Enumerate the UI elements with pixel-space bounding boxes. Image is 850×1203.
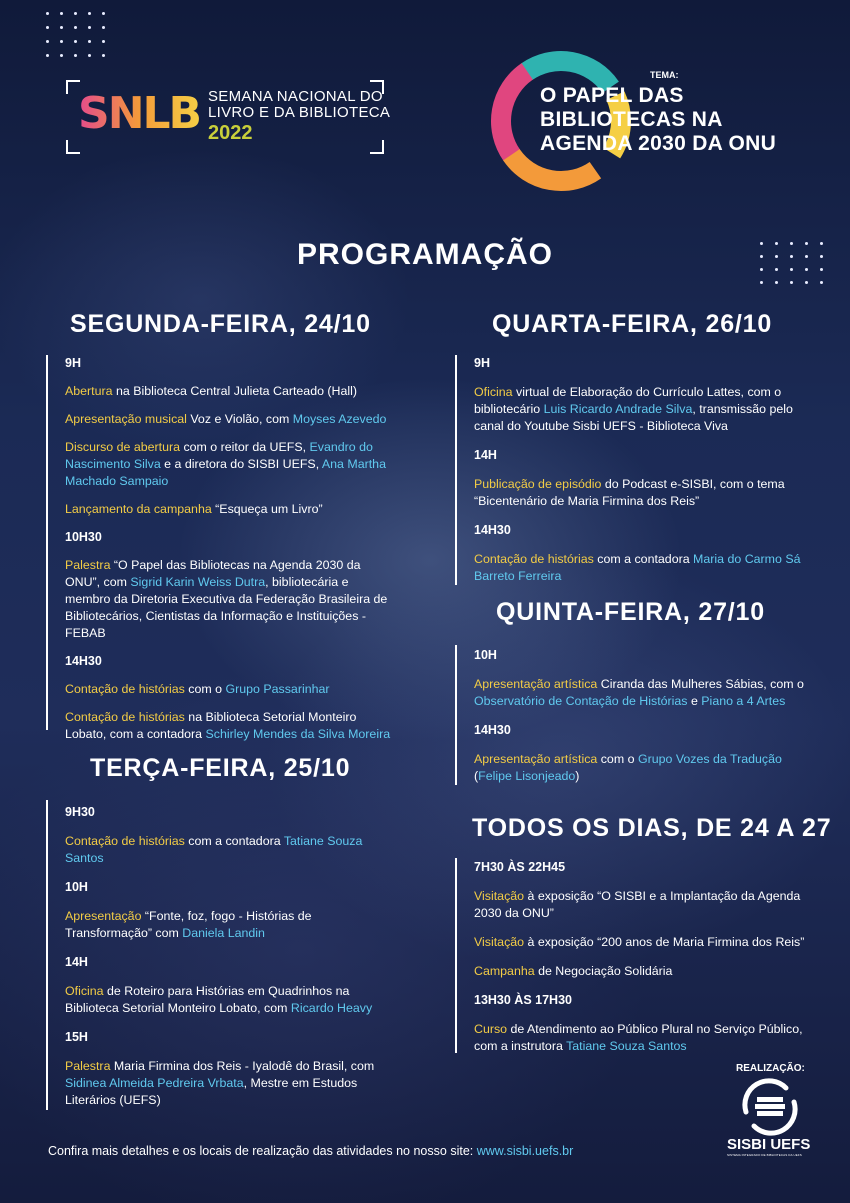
day-heading-terca: TERÇA-FEIRA, 25/10: [90, 754, 351, 782]
schedule-item: Discurso de abertura com o reitor da UEFS, Evandro do Nascimento Silva e a diretora do SISBI UEFS, Ana Martha Machado Sampaio: [65, 440, 386, 488]
sisbi-logo-subtitle: SISTEMA INTEGRADO DE BIBLIOTECAS DA UEFS: [727, 1153, 802, 1157]
time-label: 14H30: [65, 654, 102, 668]
schedule-item: Apresentação artística com o Grupo Vozes da Tradução (Felipe Lisonjeado): [474, 752, 782, 783]
timeline-line-quarta: [455, 355, 457, 585]
schedule-item: Abertura na Biblioteca Central Julieta Carteado (Hall): [65, 384, 358, 398]
site-link[interactable]: www.sisbi.uefs.br: [476, 1144, 574, 1158]
timeline-line-terca: [46, 800, 48, 1110]
schedule-quarta: [474, 355, 806, 585]
decorative-dots-top-left: [46, 12, 105, 57]
schedule-item: Publicação de episódio do Podcast e-SISBI, com o tema “Bicentenário de Maria Firmina dos Reis”: [474, 477, 785, 508]
schedule-item: Lançamento da campanha “Esqueça um Livro”: [65, 502, 323, 516]
schedule-item: Apresentação “Fonte, foz, fogo - Histórias de Transformação” com Daniela Landin: [65, 909, 312, 940]
timeline-line-segunda: [46, 355, 48, 730]
time-label: 14H: [65, 955, 88, 969]
sisbi-logo-text: SISBI UEFS: [727, 1136, 811, 1153]
time-label: 10H: [65, 880, 88, 894]
sisbi-logo-icon: [740, 1078, 800, 1136]
schedule-segunda: [65, 355, 397, 743]
schedule-item: Visitação à exposição “O SISBI e a Implantação da Agenda 2030 da ONU”: [474, 889, 801, 920]
time-label: 13H30 ÀS 17H30: [474, 993, 572, 1007]
time-label: 10H30: [65, 530, 102, 544]
timeline-line-todos: [455, 858, 457, 1053]
time-label: 9H: [65, 356, 81, 370]
schedule-item: Curso de Atendimento ao Público Plural no Serviço Público, com a instrutora Tatiane Souza Santos: [474, 1022, 803, 1053]
schedule-item: Contação de histórias na Biblioteca Setorial Monteiro Lobato, com a contadora Schirley Mendes da Silva Moreira: [65, 710, 391, 741]
schedule-item: Oficina de Roteiro para Histórias em Quadrinhos na Biblioteca Setorial Monteiro Lobato, com Ricardo Heavy: [65, 984, 373, 1015]
schedule-terca: [65, 804, 397, 1109]
time-label: 7H30 ÀS 22H45: [474, 860, 566, 874]
day-heading-segunda: SEGUNDA-FEIRA, 24/10: [70, 310, 371, 338]
tema-label: TEMA:: [650, 70, 679, 80]
schedule-item: Contação de histórias com a contadora Maria do Carmo Sá Barreto Ferreira: [474, 552, 801, 583]
time-label: 9H30: [65, 805, 95, 819]
time-label: 9H: [474, 356, 490, 370]
schedule-item: Campanha de Negociação Solidária: [474, 964, 673, 978]
schedule-item: Palestra “O Papel das Bibliotecas na Agenda 2030 da ONU”, com Sigrid Karin Weiss Dutra, bibliotecária e membro da Diretoria Executiva da Federação Brasileira de Bibliotecários, Cientistas da Informação e Instituições - FEBAB: [65, 558, 388, 640]
day-heading-quinta: QUINTA-FEIRA, 27/10: [496, 598, 765, 626]
timeline-line-quinta: [455, 645, 457, 785]
snlb-logo-text: SNLB: [78, 88, 201, 139]
schedule-item: Contação de histórias com o Grupo Passarinhar: [65, 682, 330, 696]
schedule-todos: [474, 859, 806, 1055]
schedule-item: Visitação à exposição “200 anos de Maria Firmina dos Reis”: [474, 935, 805, 949]
time-label: 14H30: [474, 723, 511, 737]
page-title: PROGRAMAÇÃO: [297, 238, 553, 271]
day-heading-quarta: QUARTA-FEIRA, 26/10: [492, 310, 773, 338]
snlb-year: 2022: [208, 122, 253, 144]
tema-title: O PAPEL DAS BIBLIOTECAS NA AGENDA 2030 DA ONU: [540, 84, 777, 155]
time-label: 10H: [474, 648, 497, 662]
schedule-item: Palestra Maria Firmina dos Reis - Iyalodê do Brasil, com Sidinea Almeida Pedreira Vrbata, Mestre em Estudos Literários (UEFS): [65, 1059, 375, 1107]
schedule-item: Oficina virtual de Elaboração do Currículo Lattes, com o bibliotecário Luis Ricardo Andrade Silva, transmissão pelo canal do Youtube Sisbi UEFS - Biblioteca Viva: [474, 385, 793, 433]
schedule-item: Apresentação musical Voz e Violão, com Moyses Azevedo: [65, 412, 387, 426]
schedule-item: Apresentação artística Ciranda das Mulheres Sábias, com o Observatório de Contação de Histórias e Piano a 4 Artes: [474, 677, 804, 708]
day-heading-todos: TODOS OS DIAS, DE 24 A 27: [472, 814, 832, 842]
schedule-item: Contação de histórias com a contadora Tatiane Souza Santos: [65, 834, 363, 865]
schedule-quinta: [474, 647, 806, 785]
footer-note: Confira mais detalhes e os locais de realização das atividades no nosso site: www.sisbi.uefs.br: [48, 1144, 574, 1158]
time-label: 14H30: [474, 523, 511, 537]
time-label: 15H: [65, 1030, 88, 1044]
time-label: 14H: [474, 448, 497, 462]
snlb-subtitle: SEMANA NACIONAL DO LIVRO E DA BIBLIOTECA: [208, 88, 391, 121]
realizacao-label: REALIZAÇÃO:: [736, 1063, 805, 1074]
